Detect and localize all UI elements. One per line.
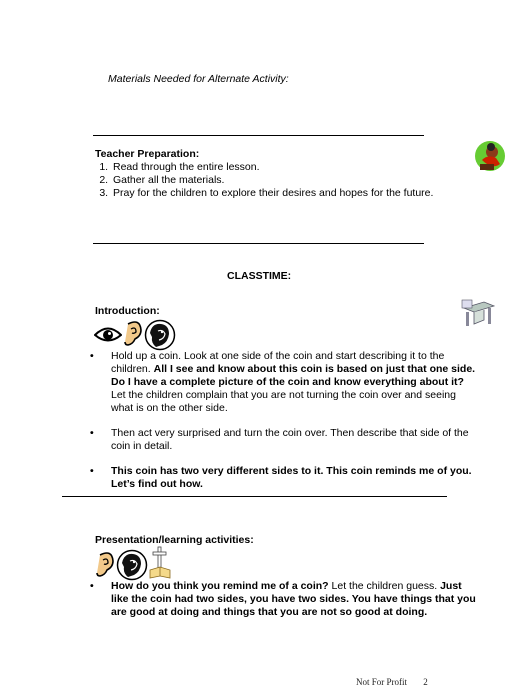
list-item: • How do you think you remind me of a coin? Let the children guess. Just like the coin had two sides, you have two sides. You have things that you are good at doing and things that you are not so good at doing.: [96, 580, 476, 619]
divider: [93, 243, 424, 244]
ear-icon: [122, 320, 144, 348]
talking-head-icon: [144, 319, 176, 351]
footer-label: Not For Profit: [356, 677, 408, 687]
page-footer: [356, 676, 428, 689]
talking-head-icon: [116, 549, 148, 581]
introduction-list: [96, 350, 476, 491]
presentation-list: [96, 580, 476, 619]
desk-icon: [460, 298, 498, 330]
presentation-heading: Presentation/learning activities:: [95, 534, 254, 546]
list-item: • This coin has two very different sides to it. This coin reminds me of you. Let’s find out how.: [96, 465, 476, 491]
teacher-prep-steps: [95, 161, 441, 200]
introduction-heading: Introduction:: [95, 305, 160, 317]
cross-bible-icon: [148, 546, 172, 580]
eye-icon: [94, 322, 122, 346]
praying-child-icon: [474, 138, 508, 174]
list-item: 2. Gather all the materials.: [111, 174, 441, 187]
classtime-heading: CLASSTIME:: [227, 270, 292, 282]
teacher-prep-heading: Teacher Preparation:: [95, 148, 200, 160]
materials-heading: Materials Needed for Alternate Activity:: [108, 73, 289, 85]
list-item: 3. Pray for the children to explore their desires and hopes for the future.: [111, 187, 441, 200]
list-item: 1. Read through the entire lesson.: [111, 161, 441, 174]
list-item: • Then act very surprised and turn the coin over. Then describe that side of the coin in detail.: [96, 427, 476, 453]
divider: [93, 135, 424, 136]
divider: [62, 496, 447, 497]
page-number: 2: [423, 677, 428, 687]
list-item: • Hold up a coin. Look at one side of the coin and start describing it to the children. All I see and know about this coin is based on just that one side. Do I have a complete picture of the coin and know everything about it? Let the children complain that you are not turning the coin over and seeing what is on the other side.: [96, 350, 476, 415]
ear-icon: [94, 551, 116, 579]
